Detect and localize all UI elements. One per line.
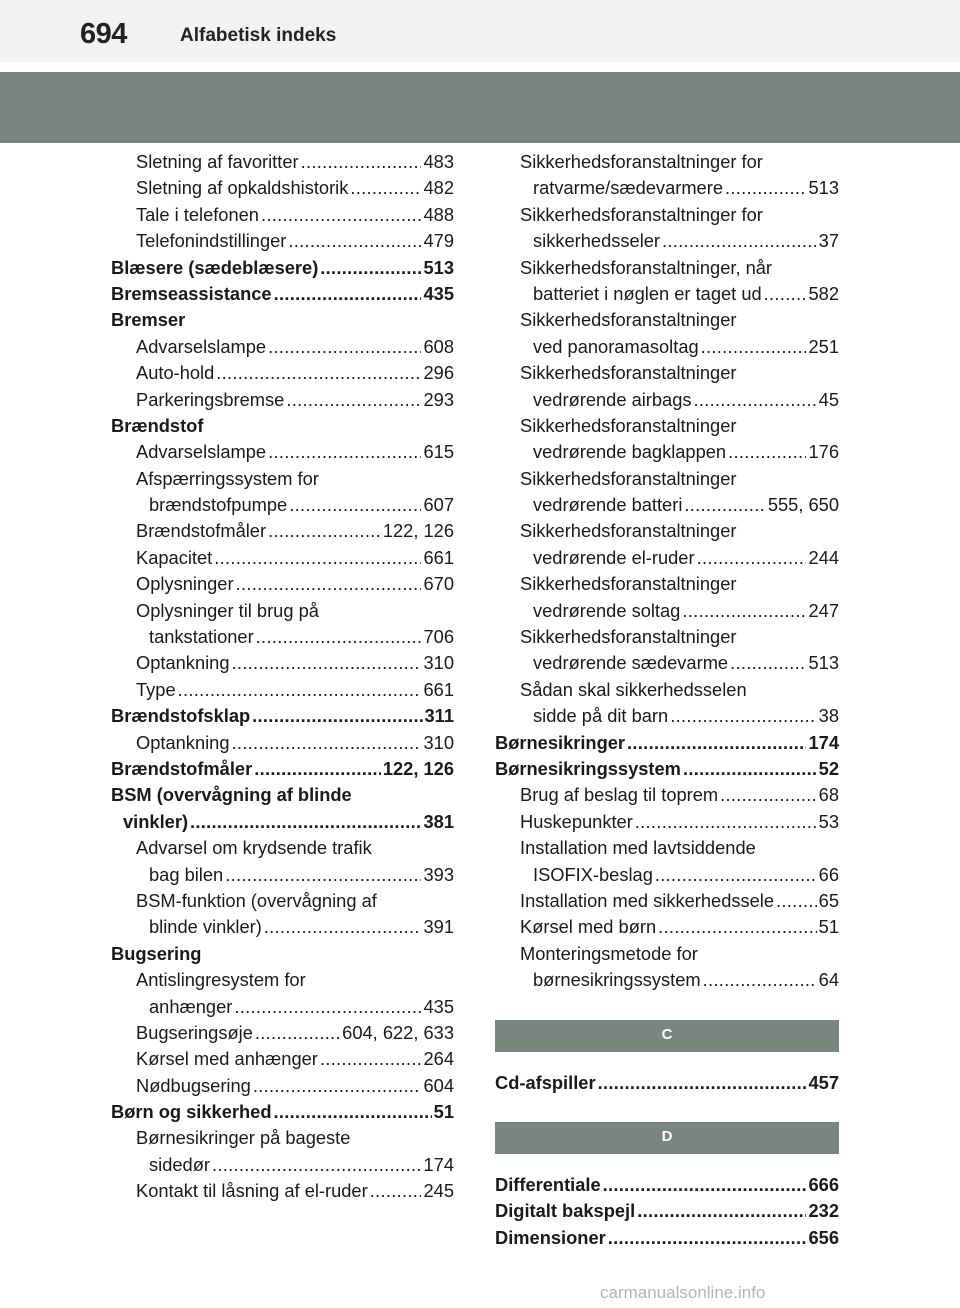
entry-text: Børn og sikkerhed — [111, 1101, 272, 1123]
index-entry — [111, 862, 454, 888]
entry-text: blinde vinkler) — [149, 916, 262, 938]
entry-text: Brug af beslag til toprem — [520, 784, 719, 806]
index-list-d — [495, 1172, 839, 1251]
entry-text: batteriet i nøglen er taget ud — [533, 282, 762, 304]
entry-text: børnesikringssystem — [533, 969, 701, 991]
page-reference[interactable]: 661 — [423, 678, 454, 700]
page-reference[interactable]: 37 — [818, 230, 839, 252]
index-entry — [111, 703, 454, 729]
entry-text: sidedør — [149, 1153, 210, 1175]
index-entry — [495, 439, 839, 465]
page-reference[interactable]: 122, 126 — [382, 520, 454, 542]
page-reference[interactable]: 661 — [423, 546, 454, 568]
index-entry — [495, 545, 839, 571]
entry-text: Optankning — [136, 731, 230, 753]
entry-text: Installation med sikkerhedssele — [520, 889, 775, 911]
index-entry — [111, 809, 454, 835]
entry-text: anhænger — [149, 995, 233, 1017]
page-reference[interactable]: 51 — [433, 1101, 454, 1123]
dot-leader — [703, 967, 817, 993]
index-entry: Sikkerhedsforanstaltninger for — [520, 203, 763, 225]
entry-text: Advarselslampe — [136, 441, 267, 463]
entry-text: ISOFIX-beslag — [533, 863, 653, 885]
entry-text: Telefonindstillinger — [136, 230, 287, 252]
index-entry — [111, 1099, 454, 1125]
entry-text: vedrørende el-ruder — [533, 546, 695, 568]
page-reference[interactable]: 381 — [423, 810, 454, 832]
page-reference[interactable]: 65 — [818, 889, 839, 911]
entry-text: Nødbugsering — [136, 1074, 251, 1096]
entry-text: Optankning — [136, 652, 230, 674]
index-entry — [111, 1073, 454, 1099]
index-entry: Bremser — [111, 309, 186, 331]
dot-leader — [603, 1172, 807, 1198]
index-entry — [111, 281, 454, 307]
index-entry — [111, 914, 454, 940]
index-entry — [111, 545, 454, 571]
page-reference[interactable]: 174 — [808, 731, 839, 753]
dot-leader — [255, 1020, 340, 1046]
entry-text: vinkler) — [123, 810, 189, 832]
page-reference[interactable]: 64 — [818, 969, 839, 991]
page-title: Alfabetisk indeks — [180, 25, 337, 46]
index-entry — [111, 518, 454, 544]
entry-text: sikkerhedsseler — [533, 230, 661, 252]
dot-leader — [728, 439, 806, 465]
entry-text: Tale i telefonen — [136, 203, 259, 225]
page-reference[interactable]: 482 — [423, 177, 454, 199]
dot-leader — [190, 809, 421, 835]
page-reference[interactable]: 251 — [808, 335, 839, 357]
index-entry: BSM-funktion (overvågning af — [136, 889, 377, 911]
dot-leader — [252, 703, 422, 729]
index-entry — [495, 1172, 839, 1198]
entry-text: Børnesikringssystem — [495, 757, 681, 779]
entry-text: Digitalt bakspejl — [495, 1200, 636, 1222]
index-list-c — [495, 1070, 839, 1096]
dot-leader — [268, 518, 381, 544]
index-entry — [111, 730, 454, 756]
index-entry: Sikkerhedsforanstaltninger — [520, 520, 737, 542]
index-entry — [111, 360, 454, 386]
index-column-left — [111, 149, 454, 1205]
index-entry — [495, 1070, 839, 1096]
page-reference[interactable]: 174 — [423, 1153, 454, 1175]
index-entry — [495, 730, 839, 756]
index-entry — [111, 1020, 454, 1046]
section-header-d: D — [495, 1122, 839, 1154]
page-reference[interactable]: 51 — [818, 916, 839, 938]
index-entry: Sikkerhedsforanstaltninger — [520, 573, 737, 595]
index-entry — [111, 228, 454, 254]
entry-text: Oplysninger — [136, 573, 234, 595]
page-reference[interactable]: 232 — [808, 1200, 839, 1222]
entry-text: Type — [136, 678, 176, 700]
dot-leader — [232, 730, 422, 756]
entry-text: vedrørende soltag — [533, 599, 681, 621]
dot-leader — [256, 624, 422, 650]
page-reference[interactable]: 457 — [808, 1071, 839, 1093]
entry-text: Brændstofmåler — [136, 520, 267, 542]
page-reference[interactable]: 296 — [423, 362, 454, 384]
index-entry: Børnesikringer på bageste — [136, 1127, 351, 1149]
entry-text: Brændstofsklap — [111, 705, 251, 727]
dot-leader — [234, 994, 421, 1020]
page-reference[interactable]: 555, 650 — [767, 494, 839, 516]
index-entry: Sikkerhedsforanstaltninger for — [520, 151, 763, 172]
entry-text: Cd-afspiller — [495, 1071, 596, 1093]
entry-text: Parkeringsbremse — [136, 388, 285, 410]
index-entry: Sikkerhedsforanstaltninger — [520, 309, 737, 331]
entry-text: tankstationer — [149, 626, 254, 648]
page-reference[interactable]: 245 — [423, 1180, 454, 1202]
dot-leader — [288, 228, 421, 254]
index-entry: Oplysninger til brug på — [136, 599, 319, 621]
page-reference[interactable]: 45 — [818, 388, 839, 410]
dot-leader — [289, 492, 421, 518]
index-entry — [111, 202, 454, 228]
page-reference[interactable]: 53 — [818, 810, 839, 832]
page-reference[interactable]: 247 — [808, 599, 839, 621]
index-entry — [495, 914, 839, 940]
dot-leader — [730, 650, 806, 676]
dot-leader — [608, 1225, 807, 1251]
dot-leader — [225, 862, 421, 888]
dot-leader — [627, 730, 806, 756]
dot-leader — [701, 334, 807, 360]
page-header — [0, 0, 960, 62]
page-reference[interactable]: 311 — [424, 705, 454, 727]
entry-text: Bugseringsøje — [136, 1021, 253, 1043]
page-reference[interactable]: 513 — [423, 256, 454, 278]
page-reference[interactable]: 582 — [808, 282, 839, 304]
page-reference[interactable]: 615 — [423, 441, 454, 463]
entry-text: Kørsel med anhænger — [136, 1048, 318, 1070]
entry-text: Kørsel med børn — [520, 916, 657, 938]
index-entry — [495, 756, 839, 782]
dot-leader — [178, 677, 422, 703]
index-entry: Monteringsmetode for — [520, 942, 698, 964]
dot-leader — [720, 782, 817, 808]
index-entry — [495, 1225, 839, 1251]
index-entry — [111, 756, 454, 782]
dot-leader — [776, 888, 817, 914]
page-reference[interactable]: 656 — [808, 1226, 839, 1248]
index-entry — [495, 228, 839, 254]
index-entry — [495, 598, 839, 624]
index-entry — [111, 994, 454, 1020]
index-entry — [495, 387, 839, 413]
page-reference[interactable]: 393 — [423, 863, 454, 885]
page-reference[interactable]: 488 — [423, 203, 454, 225]
entry-text: Auto-hold — [136, 362, 215, 384]
entry-text: ratvarme/sædevarmere — [533, 177, 723, 199]
entry-text: Dimensioner — [495, 1226, 606, 1248]
entry-text: Sletning af opkaldshistorik — [136, 177, 349, 199]
dot-leader — [216, 360, 421, 386]
index-entry — [111, 492, 454, 518]
index-entry — [495, 1198, 839, 1224]
entry-text: vedrørende airbags — [533, 388, 692, 410]
page-reference[interactable]: 66 — [818, 863, 839, 885]
dot-leader — [236, 571, 422, 597]
page-reference[interactable]: 706 — [423, 626, 454, 648]
index-entry — [495, 967, 839, 993]
dot-leader — [232, 650, 422, 676]
index-entry — [111, 175, 454, 201]
entry-text: Børnesikringer — [495, 731, 626, 753]
index-entry — [495, 782, 839, 808]
page-reference[interactable]: 604 — [423, 1074, 454, 1096]
index-list-right — [495, 149, 839, 994]
entry-text: bag bilen — [149, 863, 224, 885]
page-reference[interactable]: 68 — [818, 784, 839, 806]
dot-leader — [264, 914, 422, 940]
index-entry — [111, 571, 454, 597]
page-reference[interactable]: 176 — [808, 441, 839, 463]
dot-leader — [670, 703, 816, 729]
dot-leader — [684, 492, 765, 518]
page-reference[interactable]: 666 — [808, 1173, 839, 1195]
index-entry: Advarsel om krydsende trafik — [136, 837, 372, 859]
page-reference[interactable]: 604, 622, 633 — [342, 1021, 454, 1043]
index-column-right — [495, 149, 839, 1251]
dot-leader — [682, 598, 806, 624]
dot-leader — [598, 1070, 807, 1096]
index-entry: Brændstof — [111, 414, 204, 436]
dot-leader — [635, 809, 817, 835]
index-entry: Sikkerhedsforanstaltninger — [520, 362, 737, 384]
page-reference[interactable]: 670 — [423, 573, 454, 595]
dot-leader — [370, 1178, 422, 1204]
dot-leader — [301, 149, 422, 175]
index-entry — [495, 888, 839, 914]
index-entry — [495, 281, 839, 307]
index-entry — [111, 149, 454, 175]
entry-text: vedrørende sædevarme — [533, 652, 729, 674]
entry-text: Blæsere (sædeblæsere) — [111, 256, 319, 278]
entry-text: Kapacitet — [136, 546, 213, 568]
entry-text: vedrørende bagklappen — [533, 441, 727, 463]
header-band — [0, 72, 960, 143]
dot-leader — [658, 914, 817, 940]
index-entry: BSM (overvågning af blinde — [111, 784, 352, 806]
page-reference[interactable]: 435 — [423, 995, 454, 1017]
entry-text: Kontakt til låsning af el-ruder — [136, 1180, 368, 1202]
page-reference[interactable]: 52 — [818, 757, 839, 779]
index-entry: Bugsering — [111, 942, 202, 964]
index-entry: Sikkerhedsforanstaltninger — [520, 467, 737, 489]
dot-leader — [697, 545, 807, 571]
index-entry — [111, 624, 454, 650]
dot-leader — [683, 756, 817, 782]
index-entry — [111, 1178, 454, 1204]
index-entry — [111, 387, 454, 413]
dot-leader — [212, 1152, 422, 1178]
entry-text: Huskepunkter — [520, 810, 633, 832]
index-entry — [495, 862, 839, 888]
entry-text: Sletning af favoritter — [136, 151, 299, 172]
page-reference[interactable]: 435 — [423, 282, 454, 304]
watermark: carmanualsonline.info — [600, 1283, 766, 1302]
dot-leader — [725, 175, 807, 201]
index-entry: Sikkerhedsforanstaltninger, når — [520, 256, 773, 278]
index-entry: Sådan skal sikkerhedsselen — [520, 678, 747, 700]
index-entry — [111, 1152, 454, 1178]
index-entry — [495, 650, 839, 676]
entry-text: Brændstofmåler — [111, 757, 253, 779]
page-reference[interactable]: 122, 126 — [382, 757, 454, 779]
index-entry — [111, 255, 454, 281]
dot-leader — [261, 202, 422, 228]
page-reference[interactable]: 244 — [808, 546, 839, 568]
index-entry — [495, 809, 839, 835]
index-entry — [111, 650, 454, 676]
index-entry — [111, 439, 454, 465]
page-reference[interactable]: 483 — [423, 151, 454, 172]
page-reference[interactable]: 264 — [423, 1048, 454, 1070]
dot-leader — [286, 387, 421, 413]
index-entry — [495, 334, 839, 360]
dot-leader — [268, 334, 421, 360]
entry-text: Advarselslampe — [136, 335, 267, 357]
dot-leader — [655, 862, 817, 888]
dot-leader — [764, 281, 807, 307]
dot-leader — [274, 1099, 432, 1125]
index-entry — [495, 703, 839, 729]
entry-text: brændstofpumpe — [149, 494, 288, 516]
index-entry: Sikkerhedsforanstaltninger — [520, 414, 737, 436]
index-entry: Sikkerhedsforanstaltninger — [520, 626, 737, 648]
entry-text: ved panoramasoltag — [533, 335, 699, 357]
index-entry: Installation med lavtsiddende — [520, 837, 756, 859]
page-reference[interactable]: 38 — [818, 705, 839, 727]
index-entry — [111, 677, 454, 703]
dot-leader — [274, 281, 422, 307]
index-entry — [495, 492, 839, 518]
dot-leader — [662, 228, 817, 254]
page-reference[interactable]: 607 — [423, 494, 454, 516]
entry-text: Bremseassistance — [111, 282, 272, 304]
dot-leader — [350, 175, 421, 201]
page-number: 694 — [80, 18, 127, 50]
dot-leader — [637, 1198, 806, 1224]
page-reference[interactable]: 608 — [423, 335, 454, 357]
page-reference[interactable]: 310 — [423, 731, 454, 753]
dot-leader — [254, 756, 381, 782]
page-reference[interactable]: 513 — [808, 652, 839, 674]
index-entry — [495, 175, 839, 201]
index-entry — [111, 334, 454, 360]
page-reference[interactable]: 391 — [423, 916, 454, 938]
index-entry: Antislingresystem for — [136, 969, 306, 991]
dot-leader — [694, 387, 817, 413]
page-reference[interactable]: 310 — [423, 652, 454, 674]
page-reference[interactable]: 479 — [423, 230, 454, 252]
page-reference[interactable]: 293 — [423, 388, 454, 410]
page-reference[interactable]: 513 — [808, 177, 839, 199]
section-header-c: C — [495, 1020, 839, 1052]
entry-text: sidde på dit barn — [533, 705, 669, 727]
entry-text: Differentiale — [495, 1173, 601, 1195]
entry-text: vedrørende batteri — [533, 494, 683, 516]
index-entry — [111, 1046, 454, 1072]
index-entry: Afspærringssystem for — [136, 467, 319, 489]
dot-leader — [253, 1073, 422, 1099]
dot-leader — [320, 255, 421, 281]
dot-leader — [320, 1046, 422, 1072]
dot-leader — [214, 545, 421, 571]
dot-leader — [268, 439, 421, 465]
